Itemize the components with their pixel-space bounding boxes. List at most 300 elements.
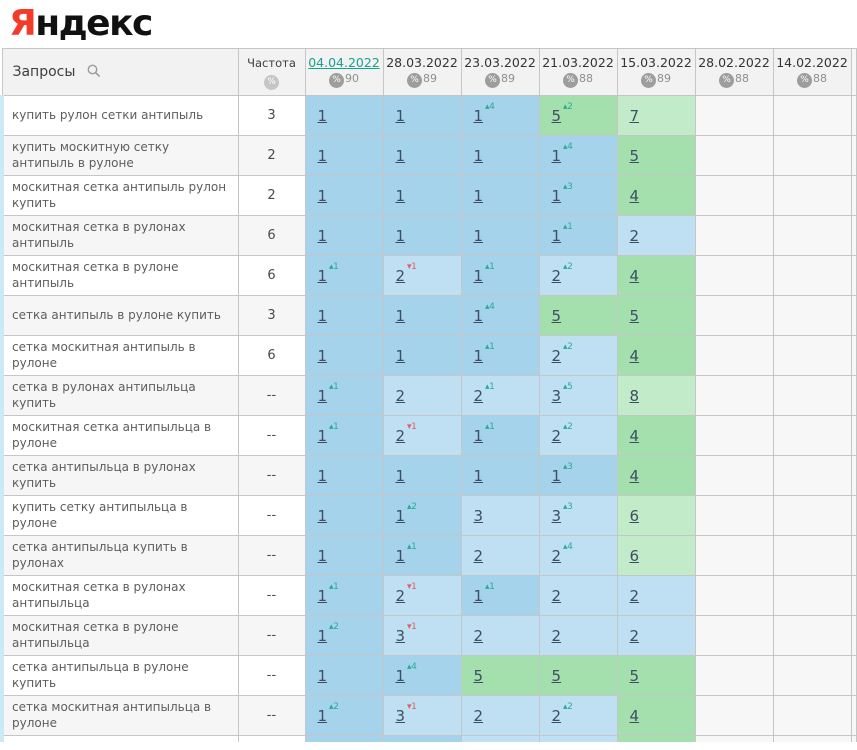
position-link[interactable]: 1 [317, 347, 328, 365]
position-link[interactable]: 1 [473, 187, 484, 205]
position-change: ▴1 [329, 381, 339, 392]
position-link[interactable]: 2 [551, 267, 562, 285]
position-link[interactable]: 1 [473, 107, 484, 125]
position-link[interactable]: 1 [395, 187, 406, 205]
row-filler [851, 176, 857, 216]
position-cell-empty [773, 496, 851, 536]
position-cell-empty [773, 416, 851, 456]
date-link[interactable]: 15.03.2022 [620, 55, 692, 70]
position-cell [539, 376, 617, 416]
metric-value: 88 [735, 72, 749, 85]
position-change: ▴4 [563, 141, 573, 152]
position-change: ▾1 [407, 421, 417, 432]
query-cell [2, 376, 238, 416]
position-cell [539, 336, 617, 376]
position-cell-empty [773, 536, 851, 576]
table-row[interactable] [2, 136, 857, 176]
position-link[interactable]: 1 [317, 627, 328, 645]
table-row[interactable] [2, 176, 857, 216]
position-cell [539, 256, 617, 296]
snapshot-metric [774, 73, 851, 88]
position-link[interactable]: 1 [317, 187, 328, 205]
position-cell-empty [695, 296, 773, 336]
position-link[interactable]: 1 [473, 467, 484, 485]
row-filler [851, 296, 857, 336]
positions-table [0, 48, 857, 742]
position-cell [383, 416, 461, 456]
position-link[interactable]: 1 [395, 667, 406, 685]
position-cell [461, 216, 539, 256]
position-change: ▴1 [485, 581, 495, 592]
position-cell-empty [773, 96, 851, 136]
position-change: ▾1 [407, 701, 417, 712]
position-cell [461, 536, 539, 576]
position-cell [383, 656, 461, 696]
date-link[interactable]: 28.02.2022 [698, 55, 770, 70]
frequency-cell: -- [238, 496, 305, 536]
position-link[interactable]: 1 [395, 147, 406, 165]
position-link[interactable]: 1 [551, 467, 562, 485]
position-link[interactable]: 2 [551, 347, 562, 365]
position-link[interactable]: 1 [395, 347, 406, 365]
query-cell [2, 736, 238, 743]
position-link[interactable]: 2 [473, 627, 484, 645]
position-link[interactable]: 1 [473, 227, 484, 245]
frequency-cell: -- [238, 616, 305, 656]
frequency-cell [238, 736, 305, 743]
position-change: ▴1 [329, 421, 339, 432]
position-link[interactable]: 2 [551, 587, 562, 605]
position-cell-empty [695, 576, 773, 616]
position-cell [461, 576, 539, 616]
position-link[interactable]: 4 [629, 427, 640, 445]
position-cell [461, 176, 539, 216]
metric-value: 89 [423, 72, 437, 85]
position-cell [305, 696, 383, 736]
position-cell [617, 256, 695, 296]
position-link[interactable]: 2 [395, 587, 406, 605]
snapshot-metric [696, 73, 773, 88]
snapshot-metric [540, 73, 617, 88]
position-cell [383, 96, 461, 136]
position-link[interactable]: 2 [395, 387, 406, 405]
row-filler [851, 416, 857, 456]
position-link[interactable]: 1 [395, 507, 406, 525]
position-link[interactable]: 3 [473, 507, 484, 525]
frequency-cell: -- [238, 456, 305, 496]
frequency-cell: -- [238, 656, 305, 696]
frequency-header-label: Частота [247, 56, 296, 70]
percent-icon: % [329, 73, 344, 88]
query-text: купить сетку антипыльца в рулоне [12, 499, 188, 530]
position-cell [461, 96, 539, 136]
position-cell [617, 736, 695, 743]
query-cell [2, 696, 238, 736]
query-text: москитная сетка в рулоне антипыль [12, 259, 179, 290]
query-cell [2, 216, 238, 256]
position-cell [539, 176, 617, 216]
frequency-cell: 6 [238, 336, 305, 376]
position-cell [617, 496, 695, 536]
position-link[interactable]: 4 [629, 187, 640, 205]
query-text: сетка антипыль в рулоне купить [12, 307, 221, 322]
position-cell [539, 616, 617, 656]
position-change: ▾1 [407, 261, 417, 272]
position-cell-empty [695, 656, 773, 696]
date-link[interactable]: 23.03.2022 [464, 55, 536, 70]
metric-value: 89 [501, 72, 515, 85]
position-cell [383, 256, 461, 296]
position-link[interactable]: 4 [629, 267, 640, 285]
percent-icon: % [407, 73, 422, 88]
position-cell [461, 456, 539, 496]
row-filler [851, 656, 857, 696]
position-cell [305, 296, 383, 336]
query-text: сетка антипыльца купить в рулонах [12, 539, 188, 570]
position-cell [461, 696, 539, 736]
position-link[interactable]: 3 [551, 507, 562, 525]
position-change: ▾1 [407, 621, 417, 632]
position-link[interactable]: 2 [395, 427, 406, 445]
query-text: москитная сетка антипыль рулон купить [12, 179, 227, 210]
position-change: ▴2 [563, 101, 573, 112]
query-cell [2, 536, 238, 576]
position-cell [383, 696, 461, 736]
position-link[interactable]: 2 [629, 227, 640, 245]
table-row[interactable] [2, 416, 857, 456]
metric-value: 88 [579, 72, 593, 85]
position-link[interactable]: 1 [317, 547, 328, 565]
position-cell-empty [695, 376, 773, 416]
position-cell-empty [773, 296, 851, 336]
position-cell-empty [695, 256, 773, 296]
queries-header-label: Запросы [12, 64, 76, 80]
position-link[interactable]: 1 [317, 267, 328, 285]
position-link[interactable]: 1 [317, 147, 328, 165]
position-cell-empty [695, 336, 773, 376]
position-link[interactable]: 1 [317, 307, 328, 325]
position-link[interactable]: 2 [473, 547, 484, 565]
position-link[interactable]: 5 [473, 667, 484, 685]
table-row[interactable] [2, 616, 857, 656]
frequency-cell: -- [238, 376, 305, 416]
position-link[interactable]: 1 [317, 667, 328, 685]
snapshot-metric [618, 73, 695, 88]
percent-icon: % [264, 75, 279, 90]
query-text: сетка москитная антипыль в рулоне [12, 339, 196, 370]
frequency-cell: 2 [238, 136, 305, 176]
position-link[interactable]: 1 [395, 467, 406, 485]
position-link[interactable]: 5 [551, 107, 562, 125]
position-cell [383, 616, 461, 656]
position-cell [617, 576, 695, 616]
position-cell [539, 216, 617, 256]
row-filler [851, 456, 857, 496]
position-cell [539, 576, 617, 616]
position-cell [383, 376, 461, 416]
position-link[interactable]: 1 [473, 267, 484, 285]
position-change: ▴5 [563, 381, 573, 392]
frequency-column-header [238, 49, 305, 96]
position-link[interactable]: 5 [629, 147, 640, 165]
table-row[interactable] [2, 536, 857, 576]
frequency-cell: 3 [238, 296, 305, 336]
query-text: сетка в рулонах антипыльца купить [12, 379, 196, 410]
position-link[interactable]: 3 [395, 627, 406, 645]
position-link[interactable]: 7 [629, 107, 640, 125]
position-cell-empty [695, 456, 773, 496]
percent-icon: % [563, 73, 578, 88]
position-cell-empty [695, 176, 773, 216]
position-link[interactable]: 1 [473, 347, 484, 365]
position-link[interactable]: 1 [317, 707, 328, 725]
position-cell [305, 576, 383, 616]
position-link[interactable]: 5 [629, 667, 640, 685]
position-link[interactable]: 1 [551, 187, 562, 205]
position-cell-empty [773, 576, 851, 616]
position-link[interactable]: 1 [317, 227, 328, 245]
position-link[interactable]: 1 [551, 147, 562, 165]
position-cell [539, 656, 617, 696]
position-cell [305, 416, 383, 456]
query-text: купить москитную сетку антипыль в рулоне [12, 139, 170, 170]
position-link[interactable]: 1 [317, 427, 328, 445]
position-cell [461, 336, 539, 376]
position-change: ▴4 [485, 101, 495, 112]
frequency-cell: -- [238, 696, 305, 736]
position-link[interactable]: 3 [395, 707, 406, 725]
table-row[interactable] [2, 256, 857, 296]
query-cell [2, 656, 238, 696]
row-filler [851, 256, 857, 296]
query-cell [2, 616, 238, 656]
snapshot-metric [306, 73, 383, 88]
position-link[interactable]: 1 [317, 467, 328, 485]
table-row[interactable] [2, 296, 857, 336]
position-link[interactable]: 1 [317, 387, 328, 405]
cutoff-row [2, 736, 857, 743]
position-cell-empty [773, 376, 851, 416]
position-cell [617, 656, 695, 696]
position-cell [539, 136, 617, 176]
metric-value: 88 [813, 72, 827, 85]
row-filler [851, 616, 857, 656]
position-link[interactable]: 1 [473, 147, 484, 165]
position-cell [461, 736, 539, 743]
position-cell [461, 376, 539, 416]
position-link[interactable]: 4 [629, 347, 640, 365]
table-header-row [2, 49, 857, 96]
position-cell [617, 176, 695, 216]
position-link[interactable]: 1 [395, 307, 406, 325]
position-link[interactable]: 6 [629, 507, 640, 525]
position-link[interactable]: 2 [629, 627, 640, 645]
position-change: ▾1 [407, 581, 417, 592]
position-link[interactable]: 4 [629, 467, 640, 485]
position-link[interactable]: 1 [317, 587, 328, 605]
position-link[interactable]: 2 [629, 587, 640, 605]
position-cell [617, 336, 695, 376]
position-change: ▴3 [563, 461, 573, 472]
position-cell-empty [773, 136, 851, 176]
position-cell [383, 296, 461, 336]
position-cell-empty [695, 416, 773, 456]
row-filler [851, 376, 857, 416]
position-change: ▴1 [485, 421, 495, 432]
table-row[interactable] [2, 576, 857, 616]
position-link[interactable]: 2 [551, 547, 562, 565]
table-row[interactable] [2, 216, 857, 256]
position-cell [461, 416, 539, 456]
frequency-cell: -- [238, 536, 305, 576]
position-link[interactable]: 5 [629, 307, 640, 325]
position-change: ▴2 [563, 421, 573, 432]
header-filler [851, 49, 857, 96]
query-text: москитная сетка в рулоне антипыльца [12, 619, 179, 650]
position-change: ▴4 [485, 301, 495, 312]
position-link[interactable]: 2 [551, 627, 562, 645]
position-link[interactable]: 1 [395, 107, 406, 125]
position-change: ▴2 [563, 701, 573, 712]
position-cell [305, 536, 383, 576]
query-cell [2, 336, 238, 376]
position-cell [617, 616, 695, 656]
position-link[interactable]: 2 [473, 707, 484, 725]
frequency-cell: -- [238, 576, 305, 616]
position-cell [461, 136, 539, 176]
position-link[interactable]: 1 [473, 587, 484, 605]
frequency-cell: 2 [238, 176, 305, 216]
date-column-header [695, 49, 773, 96]
query-cell [2, 416, 238, 456]
position-cell [617, 296, 695, 336]
position-link[interactable]: 1 [551, 227, 562, 245]
position-cell [539, 696, 617, 736]
query-cell [2, 296, 238, 336]
position-cell [305, 616, 383, 656]
position-cell [539, 416, 617, 456]
position-cell [461, 616, 539, 656]
position-change: ▴1 [329, 581, 339, 592]
date-link[interactable]: 14.02.2022 [776, 55, 848, 70]
date-column-header [461, 49, 539, 96]
frequency-cell: -- [238, 416, 305, 456]
position-cell-empty [773, 176, 851, 216]
date-column-header [539, 49, 617, 96]
table-row[interactable] [2, 456, 857, 496]
position-cell [305, 96, 383, 136]
row-filler [851, 96, 857, 136]
date-link[interactable]: 21.03.2022 [542, 55, 614, 70]
snapshot-metric [384, 73, 461, 88]
position-cell-empty [695, 96, 773, 136]
position-change: ▴1 [485, 381, 495, 392]
position-cell-empty [773, 336, 851, 376]
position-cell-empty [695, 216, 773, 256]
position-link[interactable]: 2 [551, 707, 562, 725]
query-text: москитная сетка антипыльца в рулоне [12, 419, 212, 450]
position-link[interactable]: 5 [551, 307, 562, 325]
position-change: ▴2 [329, 701, 339, 712]
position-link[interactable]: 2 [395, 267, 406, 285]
position-cell [305, 176, 383, 216]
position-cell [383, 536, 461, 576]
frequency-cell: 3 [238, 96, 305, 136]
table-row[interactable] [2, 96, 857, 136]
position-cell [539, 296, 617, 336]
date-link[interactable]: 04.04.2022 [308, 55, 380, 70]
percent-icon: % [485, 73, 500, 88]
yandex-logo-letter: Я [9, 3, 36, 44]
position-link[interactable]: 5 [551, 667, 562, 685]
position-cell [383, 576, 461, 616]
position-cell [461, 656, 539, 696]
query-text: сетка антипыльца в рулоне купить [12, 659, 189, 690]
position-link[interactable]: 1 [317, 507, 328, 525]
position-change: ▴1 [563, 221, 573, 232]
table-row[interactable] [2, 336, 857, 376]
query-cell [2, 576, 238, 616]
position-cell-empty [695, 696, 773, 736]
position-cell [539, 456, 617, 496]
table-row[interactable] [2, 496, 857, 536]
query-text: москитная сетка в рулонах антипыль [12, 219, 186, 250]
position-cell [539, 736, 617, 743]
date-column-header [305, 49, 383, 96]
table-row[interactable] [2, 656, 857, 696]
position-cell [539, 96, 617, 136]
search-icon[interactable] [87, 64, 101, 78]
position-cell [539, 536, 617, 576]
position-link[interactable]: 1 [317, 107, 328, 125]
position-cell [383, 456, 461, 496]
position-link[interactable]: 1 [395, 547, 406, 565]
position-link[interactable]: 8 [629, 387, 640, 405]
query-cell [2, 136, 238, 176]
position-cell [695, 736, 773, 743]
position-change: ▴4 [563, 541, 573, 552]
position-link[interactable]: 3 [551, 387, 562, 405]
table-row[interactable] [2, 696, 857, 736]
position-cell [383, 216, 461, 256]
query-text: москитная сетка в рулонах антипыльца [12, 579, 186, 610]
position-cell [617, 696, 695, 736]
position-link[interactable]: 1 [473, 427, 484, 445]
position-cell [305, 656, 383, 696]
position-change: ▴1 [485, 261, 495, 272]
query-text: сетка москитная антипыльца в рулоне [12, 699, 212, 730]
date-link[interactable]: 28.03.2022 [386, 55, 458, 70]
position-link[interactable]: 6 [629, 547, 640, 565]
position-link[interactable]: 1 [473, 307, 484, 325]
position-link[interactable]: 2 [473, 387, 484, 405]
position-cell [539, 496, 617, 536]
queries-column-header [2, 49, 238, 96]
position-link[interactable]: 2 [551, 427, 562, 445]
position-cell [617, 536, 695, 576]
percent-icon: % [719, 73, 734, 88]
position-change: ▴3 [563, 181, 573, 192]
position-cell [305, 256, 383, 296]
frequency-cell: 6 [238, 216, 305, 256]
position-change: ▴2 [563, 341, 573, 352]
query-cell [2, 256, 238, 296]
table-row[interactable] [2, 376, 857, 416]
position-link[interactable]: 4 [629, 707, 640, 725]
position-link[interactable]: 1 [395, 227, 406, 245]
position-change: ▴2 [407, 501, 417, 512]
query-cell [2, 456, 238, 496]
